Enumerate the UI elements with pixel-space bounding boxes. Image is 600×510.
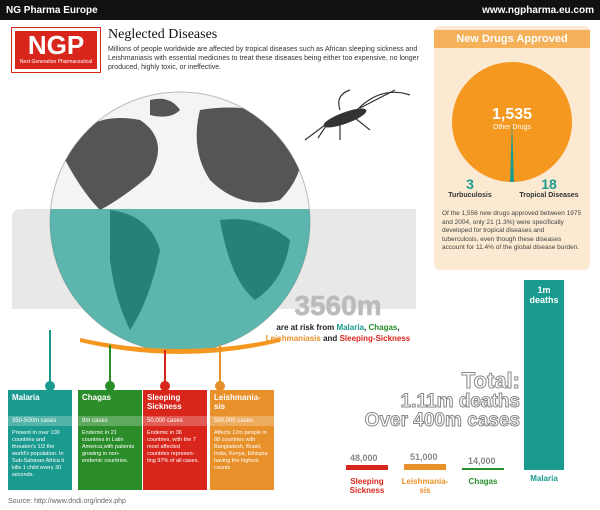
risk-line: are at risk from	[276, 323, 335, 332]
bar-value-sleeping: 48,000	[350, 453, 378, 463]
source-credit: Source: http://www.dndi.org/index.php	[8, 498, 126, 505]
bar-sleeping	[346, 465, 388, 470]
card-cases: 50,000 cases	[143, 416, 207, 426]
bar-label-leish: Leishmania-sis	[401, 477, 449, 495]
card-text: Affects 12m people in 88 countries with Bangladesh, Brasil, India, Kenya, Ethiopia having the highest counts	[214, 430, 268, 471]
logo-text: NGP	[27, 30, 85, 60]
card-text: Endemic in 21 countries in Latin America,with patients growing in non-endemic countries.	[82, 430, 135, 464]
total-deaths: 1.11m deaths	[400, 391, 520, 412]
bar-chagas	[462, 468, 504, 470]
card-cases: 350-500m cases	[8, 416, 72, 426]
risk-chagas: Chagas	[368, 323, 398, 332]
risk-number: 3560m	[294, 290, 382, 321]
risk-sleeping: Sleeping-Sickness	[339, 334, 411, 343]
tropical-text: Tropical Diseases	[519, 192, 579, 199]
tropical-label	[514, 176, 584, 199]
bar-value-malaria: 1m deaths	[529, 285, 559, 305]
card-malaria	[8, 390, 72, 490]
tb-value: 3	[466, 176, 474, 192]
card-chagas	[78, 390, 142, 490]
tb-label	[440, 176, 500, 199]
bar-label-malaria: Malaria	[530, 474, 558, 483]
card-text: Present in over 100 countries and threaten's 1/2 the world's population. In Sub-Saharan Africa it kills 1 child every 30 seconds.	[12, 430, 64, 478]
total-title: Total:	[461, 368, 520, 393]
other-drugs-text: Other Drugs	[492, 124, 532, 131]
bar-leish	[404, 464, 446, 470]
risk-and: and	[323, 334, 338, 343]
bar-value-leish: 51,000	[410, 452, 438, 462]
brand-name: NG Pharma Europe	[6, 4, 98, 16]
card-cases: 500,000 cases	[210, 416, 274, 426]
card-title: Sleeping Sickness	[147, 393, 182, 411]
card-title: Chagas	[82, 393, 111, 402]
card-cases: 9m cases	[78, 416, 142, 426]
card-sleeping-sickness	[143, 390, 207, 490]
risk-malaria: Malaria	[336, 323, 365, 332]
other-drugs-label	[482, 106, 542, 131]
total-cases: Over 400m cases	[364, 410, 520, 431]
tb-text: Turbuculosis	[448, 192, 492, 199]
bar-malaria	[524, 280, 564, 470]
tropical-value: 18	[541, 176, 557, 192]
card-title: Leishmania-sis	[214, 393, 261, 411]
risk-callout	[255, 290, 421, 344]
logo-subtitle: Next Generation Pharmaceutical	[19, 59, 93, 65]
bar-label-chagas: Chagas	[468, 477, 498, 486]
risk-leish: Leishmaniasis	[265, 334, 321, 343]
bar-label-sleeping: Sleeping Sickness	[349, 477, 385, 495]
risk-text: are at risk from Malaria, Chagas, Leishmaniasis and Sleeping-Sickness	[265, 323, 411, 343]
bar-value-chagas: 14,000	[468, 456, 496, 466]
intro-text: Millions of people worldwide are affected by tropical diseases such as African sleeping sickness and Leishmaniasis with essential medicines to treat these diseases being either too expensive, no longer produced, highly toxic, or ineffective.	[108, 46, 419, 71]
mosquito-icon	[305, 90, 410, 140]
drugs-note: Of the 1,556 new drugs approved between 1975 and 2004, only 21 (1.3%) were specifically developed for tropical diseases and tuberculosis, even though these diseases account for 11.4% of the global disease burden.	[442, 210, 582, 251]
page-title: Neglected Diseases	[108, 27, 218, 42]
drugs-title: New Drugs Approved	[434, 30, 590, 48]
website-link[interactable]: www.ngpharma.eu.com	[482, 4, 594, 16]
new-drugs-panel	[434, 26, 590, 270]
total-summary	[280, 370, 520, 430]
card-leishmaniasis	[210, 390, 274, 490]
card-text: Endemic in 36 countries, with the 7 most affected countries represen-ting 97% of all cases.	[147, 430, 199, 464]
card-title: Malaria	[12, 393, 40, 402]
other-drugs-value: 1,535	[491, 106, 533, 123]
